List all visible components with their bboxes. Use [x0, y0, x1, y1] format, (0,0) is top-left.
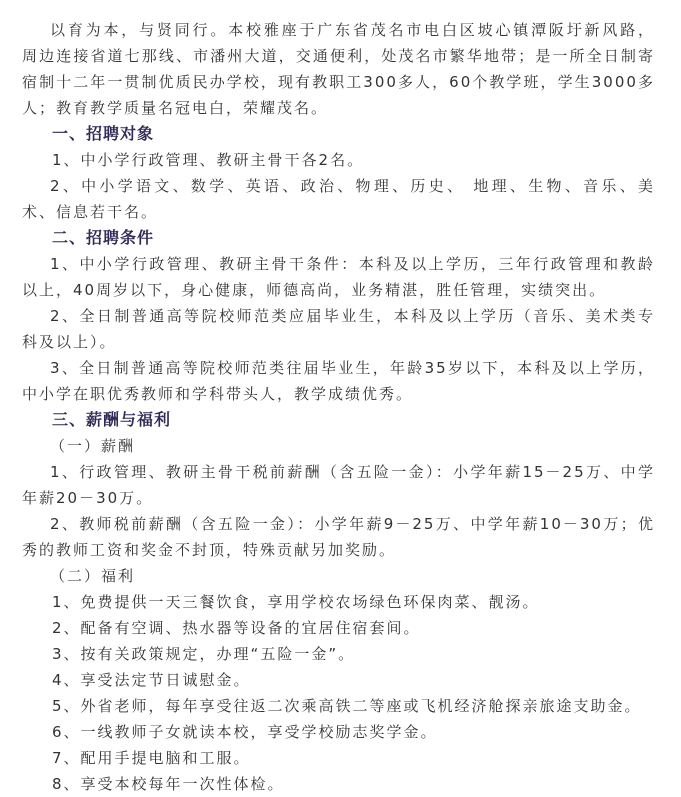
text-line: 1、中小学行政管理、教研主骨干各2名。	[52, 151, 365, 169]
text-line: 2、中小学语文、数学、英语、政治、物理、历史、 地理、生物、音乐、美	[50, 177, 655, 195]
section-heading	[0, 225, 681, 251]
text-line: 1、行政管理、教研主骨干税前薪酬（含五险一金）：小学年薪15－25万、中学	[50, 463, 655, 481]
text-line: 3、全日制普通高等院校师范类往届毕业生，年龄35岁以下，本科及以上学历，	[50, 359, 655, 377]
section-heading	[0, 407, 681, 433]
paragraph	[0, 771, 681, 797]
paragraph	[0, 147, 681, 173]
text-line: 2、配备有空调、热水器等设备的宜居住宿套间。	[52, 619, 421, 637]
text-line: 宿制十二年一贯制优质民办学校，现有教职工300多人，60个教学班，学生3000多	[22, 73, 655, 91]
text-line: 2、全日制普通高等院校师范类应届毕业生，本科及以上学历（音乐、美术类专	[50, 307, 655, 325]
text-line: 人；教育教学质量名冠电白，荣耀茂名。	[22, 99, 329, 117]
text-line: 秀的教师工资和奖金不封顶，特殊贡献另加奖励。	[22, 541, 397, 559]
paragraph	[0, 355, 681, 407]
paragraph	[0, 17, 681, 121]
subsection-heading	[0, 563, 681, 589]
paragraph	[0, 303, 681, 355]
text-line: 6、一线教师子女就读本校，享受学校励志奖学金。	[52, 723, 438, 741]
text-line: 中小学在职优秀教师和学科带头人，教学成绩优秀。	[22, 385, 414, 403]
text-line: 一、招聘对象	[52, 124, 155, 143]
paragraph	[0, 589, 681, 615]
section-heading	[0, 121, 681, 147]
text-line: 三、薪酬与福利	[52, 410, 172, 429]
text-line: 2、教师税前薪酬（含五险一金）：小学年薪9－25万、中学年薪10－30万；优	[50, 515, 655, 533]
paragraph	[0, 615, 681, 641]
text-line: 周边连接省道七那线、市潘州大道，交通便利，处茂名市繁华地带；是一所全日制寄	[22, 47, 655, 65]
text-line: 1、中小学行政管理、教研主骨干条件：本科及以上学历，三年行政管理和教龄	[50, 255, 655, 273]
paragraph	[0, 641, 681, 667]
paragraph	[0, 251, 681, 303]
text-line: （一）薪酬	[50, 437, 136, 455]
subsection-heading	[0, 433, 681, 459]
text-line: 4、享受法定节日诚慰金。	[52, 671, 251, 689]
text-line: 术、信息若干名。	[22, 203, 159, 221]
text-line: （二）福利	[50, 567, 136, 585]
text-line: 以上，40周岁以下，身心健康，师德高尚，业务精湛，胜任管理，实绩突出。	[22, 281, 607, 299]
text-line: 1、免费提供一天三餐饮食，享用学校农场绿色环保肉菜、靓汤。	[52, 593, 540, 611]
paragraph	[0, 693, 681, 719]
text-line: 科及以上）。	[22, 333, 117, 351]
text-line: 7、配用手提电脑和工服。	[52, 749, 251, 767]
text-line: 以育为本，与贤同行。本校雅座于广东省茂名市电白区坡心镇潭阪圩新风路，	[50, 21, 655, 39]
paragraph	[0, 745, 681, 771]
paragraph	[0, 511, 681, 563]
paragraph	[0, 459, 681, 511]
paragraph	[0, 173, 681, 225]
text-line: 二、招聘条件	[52, 228, 155, 247]
paragraph	[0, 719, 681, 745]
text-line: 3、按有关政策规定，办理“五险一金”。	[52, 645, 356, 663]
paragraph	[0, 667, 681, 693]
text-line: 8、享受本校每年一次性体检。	[52, 775, 285, 793]
text-line: 年薪20－30万。	[22, 489, 154, 507]
text-line: 5、外省老师，每年享受往返二次乘高铁二等座或飞机经济舱探亲旅途支助金。	[52, 697, 642, 715]
